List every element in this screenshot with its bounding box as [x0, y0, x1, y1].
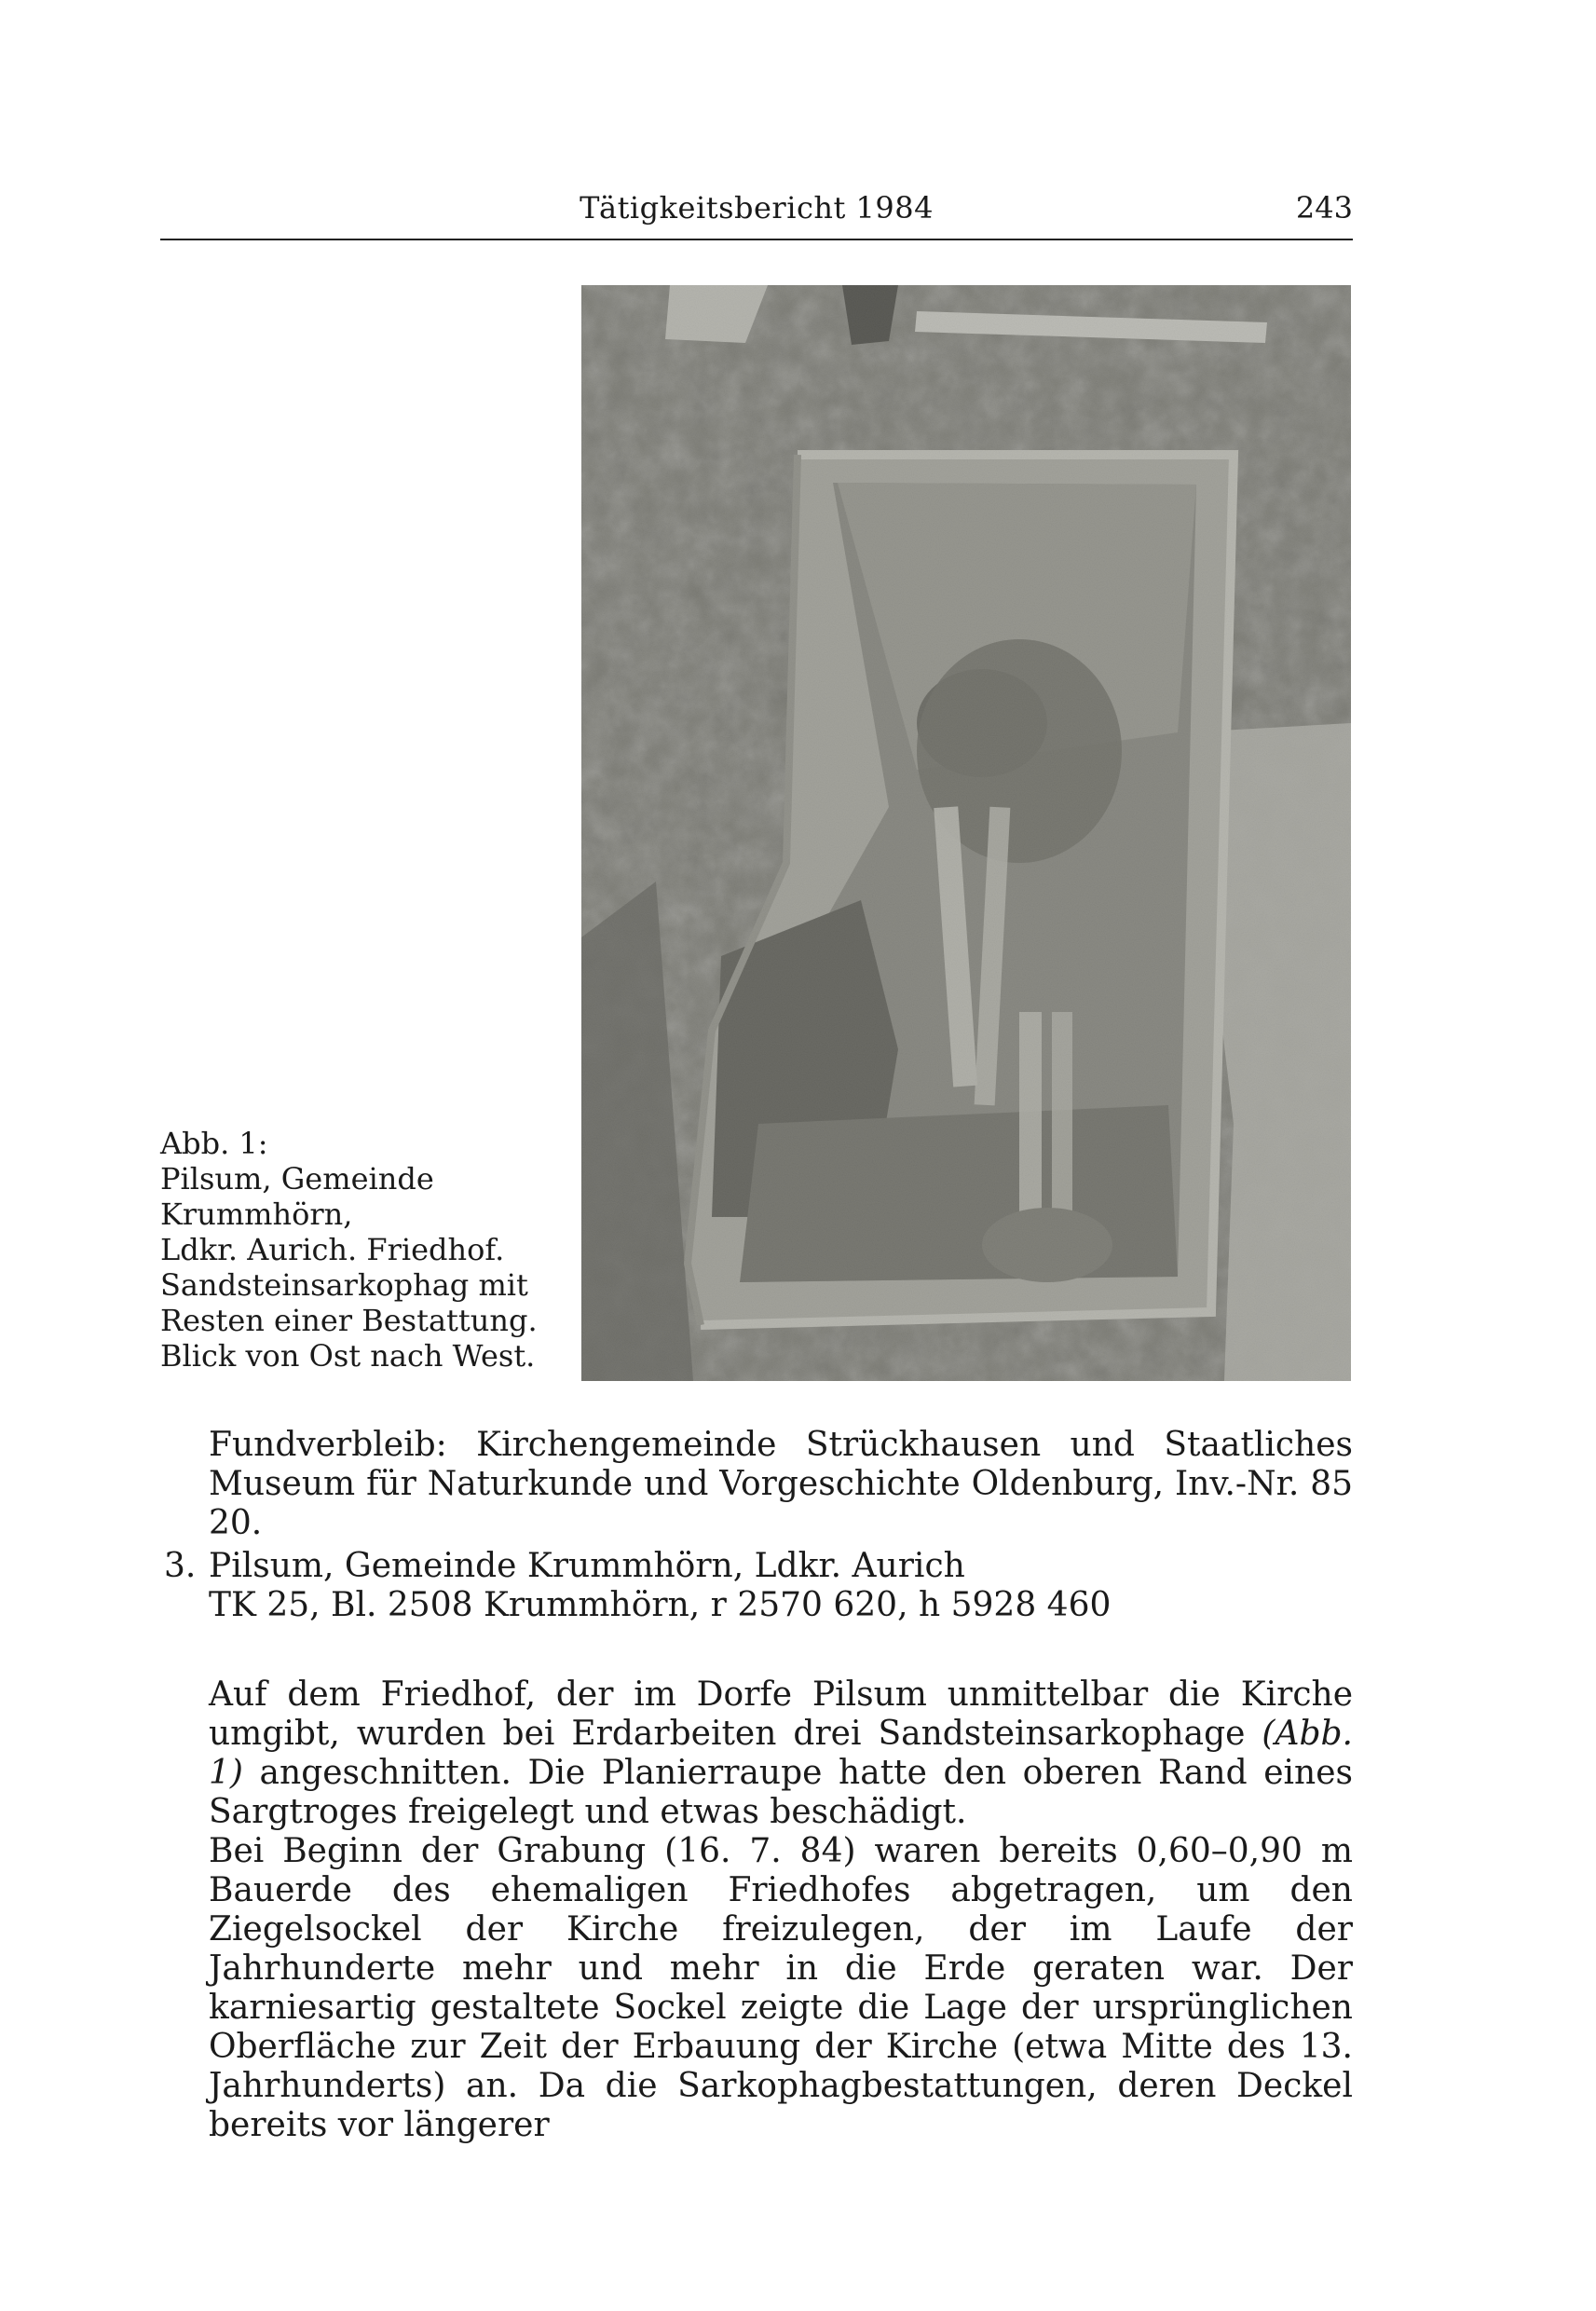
entry-heading: Pilsum, Gemeinde Krummhörn, Ldkr. Aurich	[209, 1547, 965, 1585]
paragraph-text: Auf dem Friedhof, der im Dorfe Pilsum unmittelbar die Kirche umgibt, wurden bei Erdarbeiten drei Sandsteinsarkophage	[209, 1675, 1353, 1753]
page-number: 243	[1295, 190, 1353, 226]
caption-line: Abb. 1:	[160, 1126, 268, 1161]
caption-line: Ldkr. Aurich. Friedhof.	[160, 1232, 505, 1267]
sarcophagus-photo	[581, 285, 1351, 1381]
entry-number: 3.	[164, 1547, 197, 1585]
header-rule	[160, 239, 1353, 240]
caption-line: Krummhörn,	[160, 1197, 353, 1232]
caption-line: Blick von Ost nach West.	[160, 1338, 536, 1374]
fundverbleib-paragraph: Fundverbleib: Kirchengemeinde Strückhausen und Staatliches Museum für Naturkunde und Vorgeschichte Oldenburg, Inv.-Nr. 85 20.	[209, 1426, 1353, 1542]
body-paragraph-2: Bei Beginn der Grabung (16. 7. 84) waren bereits 0,60–0,90 m Bauerde des ehemaligen Friedhofes abgetragen, um den Ziegelsockel der Kirche freizulegen, der im Laufe der Jahrhunderte mehr und mehr in die Erde geraten war. Der karniesartig gestaltete Sockel zeigte die Lage der ursprünglichen Oberfläche zur Zeit der Erbauung der Kirche (etwa Mitte des 13. Jahrhunderts) an. Da die Sarkophagbestattungen, deren Deckel bereits vor längerer	[209, 1832, 1353, 2144]
caption-line: Pilsum, Gemeinde	[160, 1161, 434, 1197]
caption-line: Resten einer Bestattung.	[160, 1303, 538, 1338]
figure-caption	[160, 1126, 570, 1374]
figure-reference: (Abb. 1)	[209, 1715, 1353, 1792]
body-paragraph-1	[209, 1675, 1353, 1832]
running-title: Tätigkeitsbericht 1984	[580, 190, 934, 226]
sarcophagus-photo-illustration	[581, 285, 1351, 1381]
paragraph-text: angeschnitten. Die Planierraupe hatte den oberen Rand eines Sargtroges freigelegt und etwas beschädigt.	[209, 1754, 1353, 1831]
running-head	[160, 183, 1353, 239]
entry-reference: TK 25, Bl. 2508 Krummhörn, r 2570 620, h 5928 460	[209, 1586, 1112, 1624]
caption-line: Sandsteinsarkophag mit	[160, 1267, 528, 1303]
entry-heading-block	[209, 1547, 1111, 1625]
